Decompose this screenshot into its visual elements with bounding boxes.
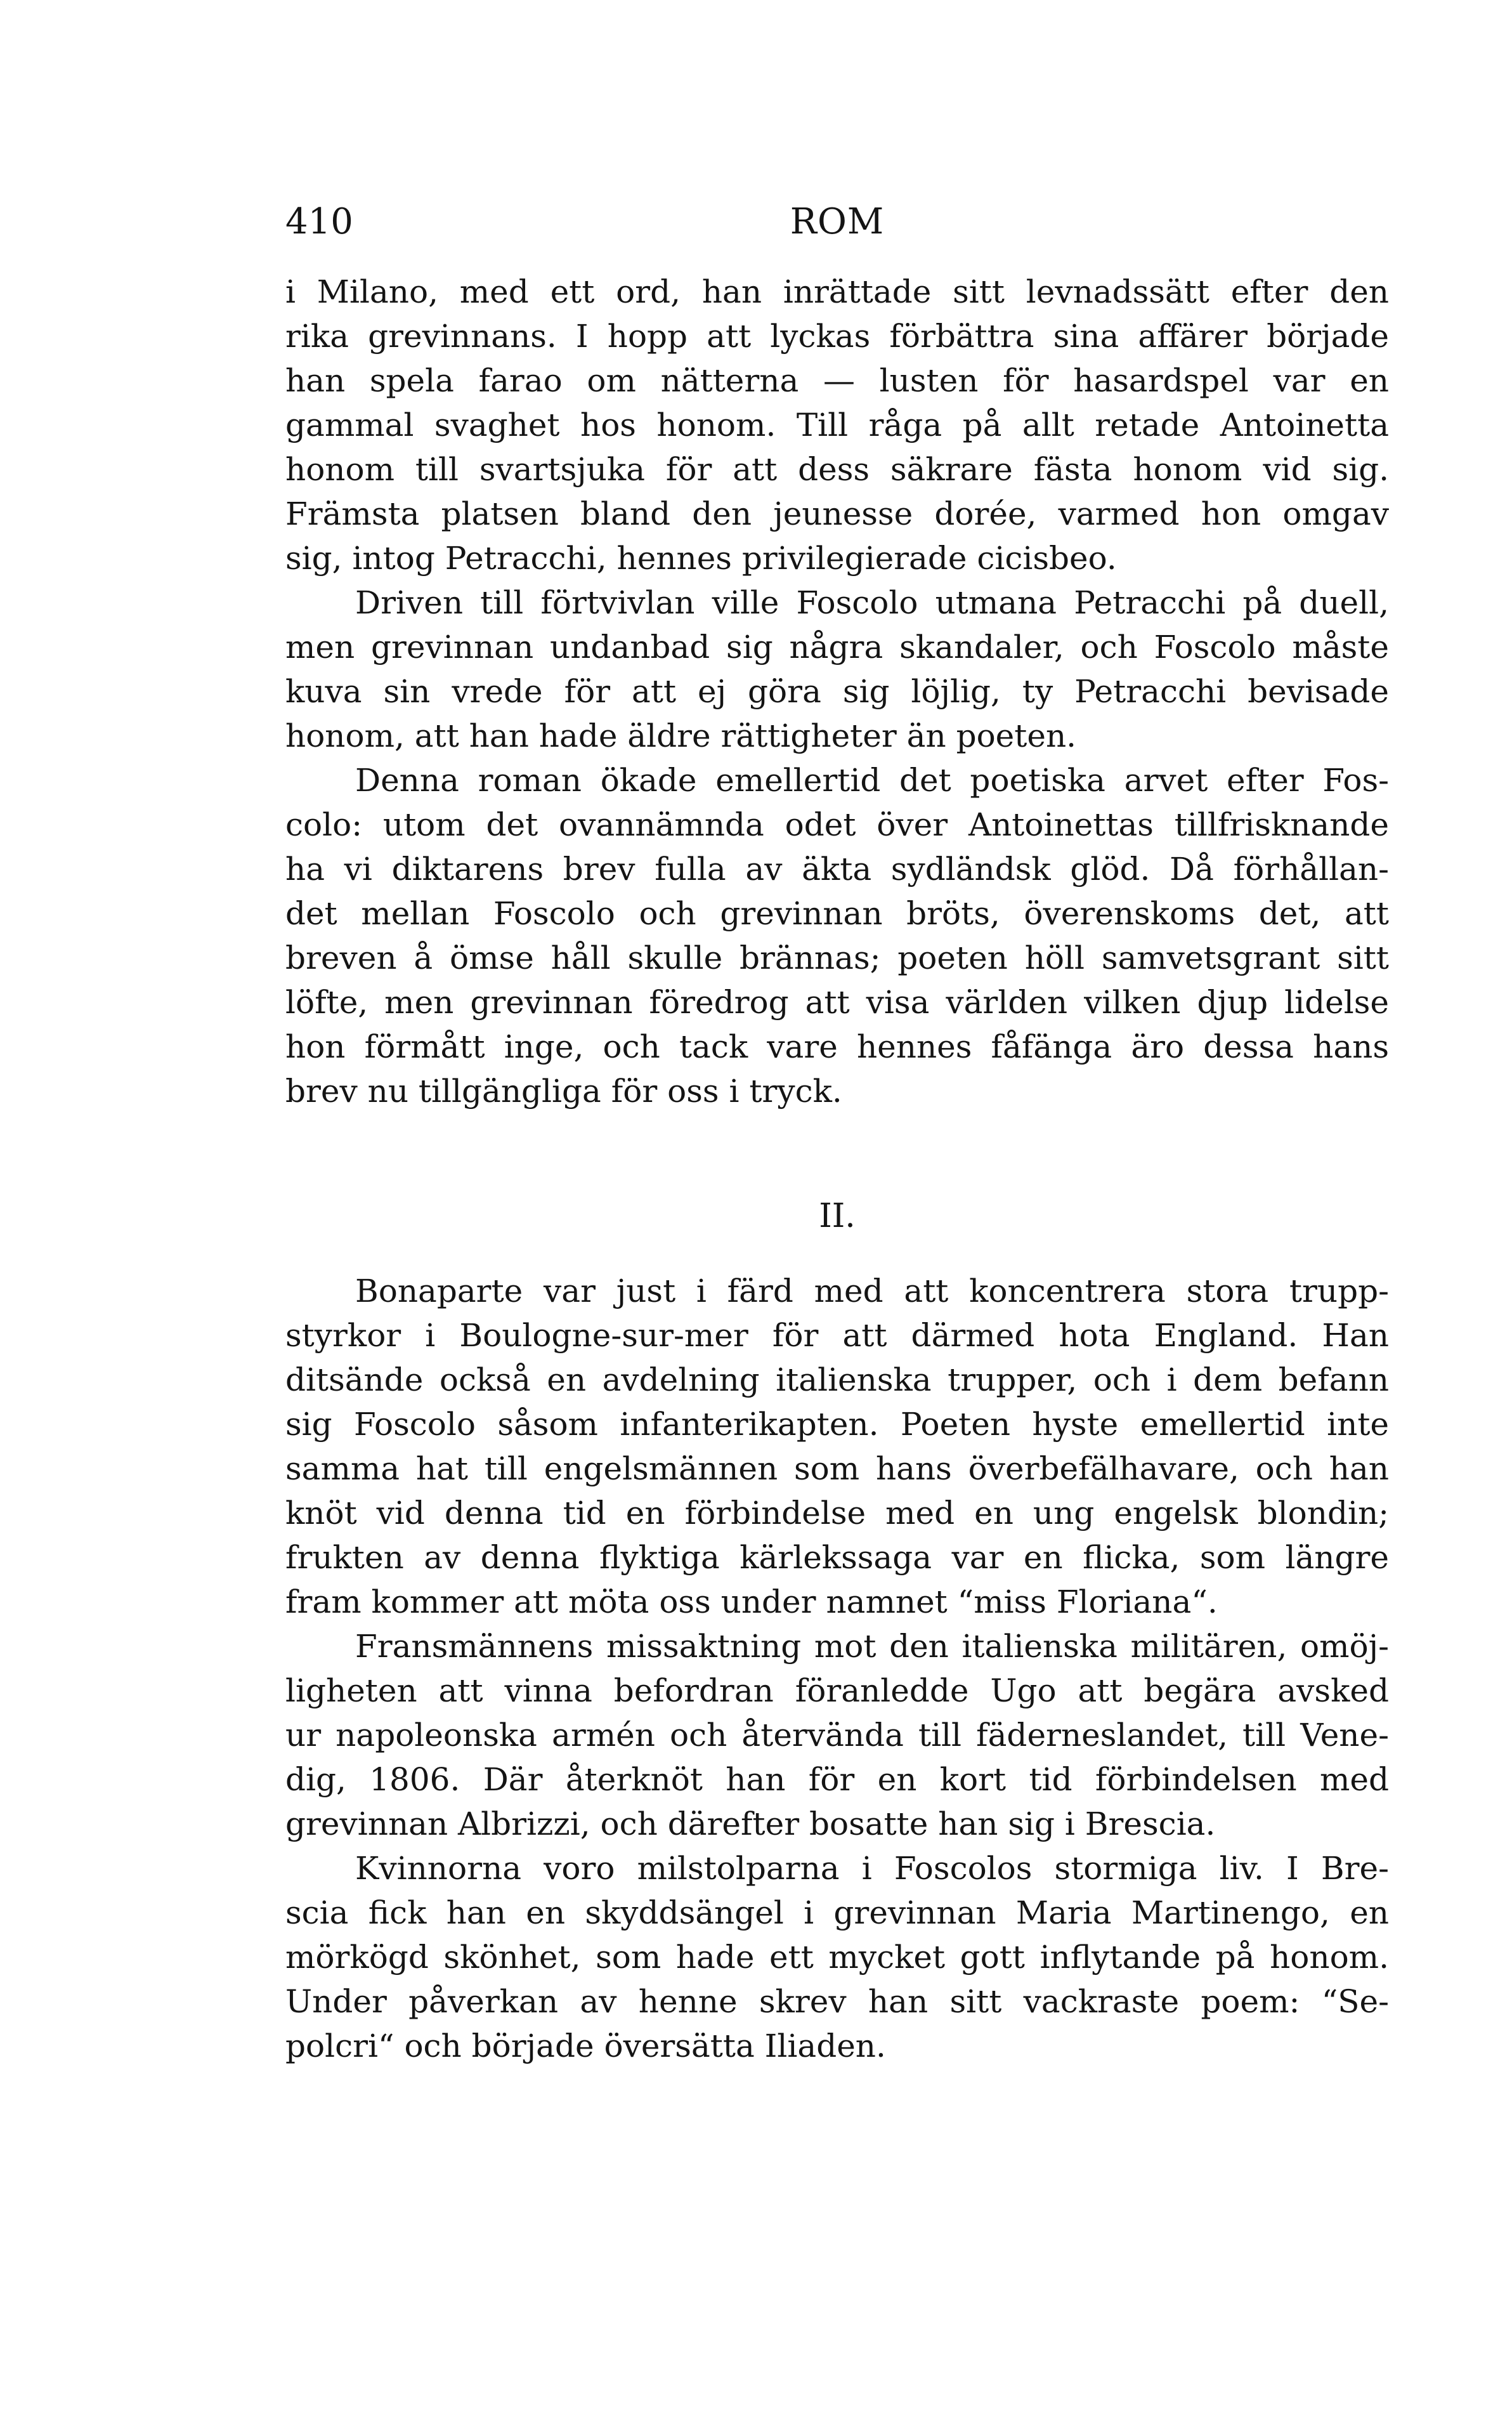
text-line: kuva sin vrede för att ej göra sig löjlig, ty Petracchi bevisade <box>285 673 1389 710</box>
text-line: Kvinnorna voro milstolparna i Foscolos stormiga liv. I Bre- <box>355 1850 1389 1887</box>
text-line: frukten av denna flyktiga kärlekssaga var en flicka, som längre <box>285 1539 1389 1576</box>
running-head <box>285 197 1389 247</box>
section-heading: II. <box>819 1197 856 1235</box>
text-line: knöt vid denna tid en förbindelse med en ung engelsk blondin; <box>285 1495 1389 1531</box>
text-line: hon förmått inge, och tack vare hennes fåfänga äro dessa hans <box>285 1028 1389 1065</box>
text-line: i Milano, med ett ord, han inrättade sitt levnadssätt efter den <box>285 273 1389 310</box>
text-line: breven å ömse håll skulle brännas; poeten höll samvetsgrant sitt <box>285 940 1389 976</box>
text-line: Främsta platsen bland den jeunesse dorée, varmed hon omgav <box>285 495 1389 532</box>
text-line: Fransmännens missaktning mot den italienska militären, omöj- <box>355 1628 1389 1665</box>
text-line: sig, intog Petracchi, hennes privilegierade cicisbeo. <box>285 540 1117 577</box>
text-line: det mellan Foscolo och grevinnan bröts, överenskoms det, att <box>285 895 1389 932</box>
text-line: styrkor i Boulogne-sur-mer för att därmed hota England. Han <box>285 1317 1389 1354</box>
text-line: Bonaparte var just i färd med att koncentrera stora trupp- <box>355 1273 1389 1309</box>
section-one-text <box>285 270 1389 1113</box>
page-number: 410 <box>285 201 353 242</box>
text-line: mörkögd skönhet, som hade ett mycket gott inflytande på honom. <box>285 1939 1389 1976</box>
text-line: gammal svaghet hos honom. Till råga på allt retade Antoinetta <box>285 407 1389 443</box>
text-line: Under påverkan av henne skrev han sitt vackraste poem: “Se- <box>285 1983 1389 2020</box>
text-line: ditsände också en avdelning italienska trupper, och i dem befann <box>285 1361 1389 1398</box>
text-line: Denna roman ökade emellertid det poetiska arvet efter Fos- <box>355 762 1389 799</box>
header-title: ROM <box>790 201 885 242</box>
section-two-text <box>285 1269 1389 2068</box>
text-line: men grevinnan undanbad sig några skandaler, och Foscolo måste <box>285 629 1389 666</box>
text-line: han spela farao om nätterna — lusten för hasardspel var en <box>285 362 1389 399</box>
text-line: samma hat till engelsmännen som hans överbefälhavare, och han <box>285 1450 1389 1487</box>
text-line: fram kommer att möta oss under namnet “miss Floriana“. <box>285 1583 1218 1620</box>
text-line: scia fick han en skyddsängel i grevinnan Maria Martinengo, en <box>285 1894 1389 1931</box>
text-line: dig, 1806. Där återknöt han för en kort tid förbindelsen med <box>285 1761 1389 1798</box>
text-line: rika grevinnans. I hopp att lyckas förbättra sina affärer började <box>285 318 1389 355</box>
text-line: grevinnan Albrizzi, och därefter bosatte han sig i Brescia. <box>285 1806 1216 1842</box>
text-line: honom, att han hade äldre rättigheter än poeten. <box>285 718 1077 754</box>
text-line: brev nu tillgängliga för oss i tryck. <box>285 1073 842 1110</box>
text-line: löfte, men grevinnan föredrog att visa världen vilken djup lidelse <box>285 984 1389 1021</box>
text-line: ur napoleonska armén och återvända till fäderneslandet, till Vene- <box>285 1717 1389 1754</box>
text-line: Driven till förtvivlan ville Foscolo utmana Petracchi på duell, <box>355 584 1389 621</box>
text-line: colo: utom det ovannämnda odet över Antoinettas tillfrisknande <box>285 806 1389 843</box>
text-line: ha vi diktarens brev fulla av äkta sydländsk glöd. Då förhållan- <box>285 851 1389 888</box>
text-line: ligheten att vinna befordran föranledde Ugo att begära avsked <box>285 1672 1389 1709</box>
text-line: sig Foscolo såsom infanterikapten. Poeten hyste emellertid inte <box>285 1406 1389 1443</box>
text-line: polcri“ och började översätta Iliaden. <box>285 2028 886 2064</box>
text-line: honom till svartsjuka för att dess säkrare fästa honom vid sig. <box>285 451 1389 488</box>
